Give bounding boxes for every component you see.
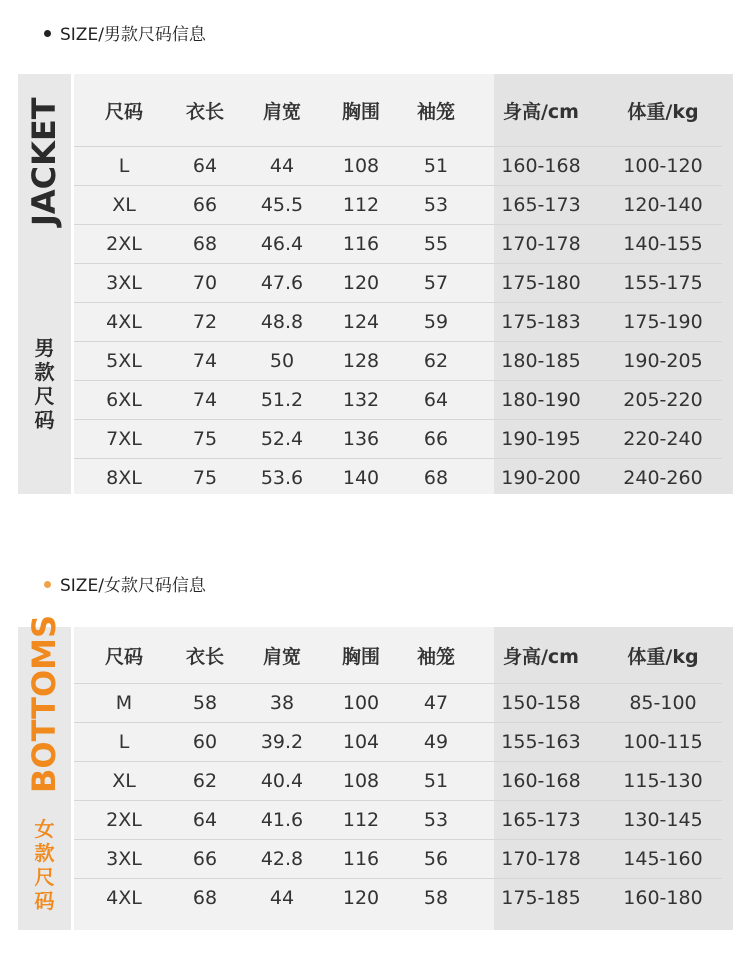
cell-weight: 120-140 <box>604 186 722 225</box>
side-label-cn: 女 款 尺 码 <box>34 817 55 913</box>
cell-length: 75 <box>174 420 236 459</box>
cell-shoulder: 52.4 <box>236 420 328 459</box>
cell-weight: 240-260 <box>623 467 703 489</box>
cell-shoulder: 48.8 <box>236 303 328 342</box>
cell-size: L <box>74 723 174 762</box>
cell-armhole: 59 <box>394 303 478 342</box>
side-label-cn: 男 款 尺 码 <box>34 336 55 432</box>
cell-size: 6XL <box>74 381 174 420</box>
cell-size: 3XL <box>74 264 174 303</box>
cell-shoulder: 44 <box>269 887 295 909</box>
cell-chest: 116 <box>328 840 394 879</box>
cell-chest: 112 <box>328 801 394 840</box>
cell-height: 180-185 <box>478 342 604 381</box>
women-size-table-block <box>18 614 733 930</box>
header-armhole: 袖笼 <box>394 74 478 147</box>
cell-weight: 160-180 <box>623 887 703 909</box>
cell-length: 72 <box>174 303 236 342</box>
table-row <box>74 684 722 723</box>
cell-shoulder: 50 <box>236 342 328 381</box>
cell-height: 175-180 <box>478 264 604 303</box>
women-section-title: SIZE/女款尺码信息 <box>44 573 206 599</box>
cell-armhole: 57 <box>394 264 478 303</box>
cell-armhole: 64 <box>394 381 478 420</box>
cell-size: M <box>74 684 174 723</box>
side-label-en: JACKET <box>25 97 63 226</box>
cell-weight: 220-240 <box>604 420 722 459</box>
table-row <box>74 186 722 225</box>
table-row <box>74 225 722 264</box>
table-row <box>74 381 722 420</box>
cell-length: 74 <box>174 342 236 381</box>
cell-length: 66 <box>174 840 236 879</box>
cell-chest: 124 <box>328 303 394 342</box>
cell-armhole: 62 <box>394 342 478 381</box>
cell-length: 70 <box>174 264 236 303</box>
table-row <box>74 303 722 342</box>
cell-length: 58 <box>174 684 236 723</box>
cell-shoulder: 41.6 <box>236 801 328 840</box>
cell-length: 60 <box>174 723 236 762</box>
cell-length: 62 <box>174 762 236 801</box>
cell-chest: 112 <box>328 186 394 225</box>
cell-weight: 140-155 <box>604 225 722 264</box>
header-length: 衣长 <box>174 627 236 684</box>
cell-shoulder: 46.4 <box>236 225 328 264</box>
cell-height: 170-178 <box>478 225 604 264</box>
header-size: 尺码 <box>74 74 174 147</box>
cell-size: XL <box>74 762 174 801</box>
cell-armhole: 55 <box>394 225 478 264</box>
cell-height: 170-178 <box>478 840 604 879</box>
cell-weight: 145-160 <box>604 840 722 879</box>
cell-height: 190-200 <box>501 467 581 489</box>
header-shoulder: 肩宽 <box>236 74 328 147</box>
cell-armhole: 68 <box>423 467 449 489</box>
cell-weight: 155-175 <box>604 264 722 303</box>
cell-length: 68 <box>192 887 218 909</box>
cell-length: 74 <box>174 381 236 420</box>
table-row <box>74 879 722 918</box>
men-size-table-block <box>18 74 733 494</box>
cell-chest: 140 <box>342 467 380 489</box>
cell-size: 2XL <box>74 225 174 264</box>
cell-height: 155-163 <box>478 723 604 762</box>
cell-weight: 100-120 <box>604 147 722 186</box>
cell-height: 160-168 <box>478 762 604 801</box>
cell-chest: 128 <box>328 342 394 381</box>
cell-weight: 175-190 <box>604 303 722 342</box>
cell-shoulder: 38 <box>236 684 328 723</box>
cell-shoulder: 45.5 <box>236 186 328 225</box>
cell-armhole: 53 <box>394 186 478 225</box>
header-armhole: 袖笼 <box>394 627 478 684</box>
women-size-table <box>74 627 722 917</box>
cell-size: XL <box>74 186 174 225</box>
women-table-body <box>74 684 722 918</box>
cell-shoulder: 53.6 <box>260 467 304 489</box>
bullet-dot-icon <box>44 581 51 588</box>
cell-height: 165-173 <box>478 801 604 840</box>
header-height: 身高/cm <box>478 74 604 147</box>
cell-shoulder: 44 <box>236 147 328 186</box>
bullet-dot-icon <box>44 30 51 37</box>
cell-length: 64 <box>174 147 236 186</box>
header-chest: 胸围 <box>328 627 394 684</box>
cell-height: 165-173 <box>478 186 604 225</box>
cell-armhole: 51 <box>394 762 478 801</box>
cell-length: 66 <box>174 186 236 225</box>
cell-length: 75 <box>192 467 218 489</box>
cell-height: 150-158 <box>478 684 604 723</box>
cell-height: 190-195 <box>478 420 604 459</box>
men-size-table <box>74 74 722 497</box>
cell-shoulder: 42.8 <box>236 840 328 879</box>
cell-chest: 108 <box>328 762 394 801</box>
table-header-row <box>74 627 722 684</box>
table-row <box>74 147 722 186</box>
cell-chest: 100 <box>328 684 394 723</box>
cell-height: 160-168 <box>478 147 604 186</box>
header-weight: 体重/kg <box>604 74 722 147</box>
cell-weight: 115-130 <box>604 762 722 801</box>
cell-height: 175-183 <box>478 303 604 342</box>
cell-shoulder: 47.6 <box>236 264 328 303</box>
cell-armhole: 49 <box>394 723 478 762</box>
cell-armhole: 47 <box>394 684 478 723</box>
cell-weight: 190-205 <box>604 342 722 381</box>
side-label-en: BOTTOMS <box>25 614 63 793</box>
header-chest: 胸围 <box>328 74 394 147</box>
table-row <box>74 264 722 303</box>
cell-chest: 136 <box>328 420 394 459</box>
cell-shoulder: 39.2 <box>236 723 328 762</box>
cell-size: 2XL <box>74 801 174 840</box>
cell-size: 7XL <box>74 420 174 459</box>
cell-chest: 116 <box>328 225 394 264</box>
cell-chest: 132 <box>328 381 394 420</box>
men-table-body <box>74 147 722 498</box>
cell-armhole: 58 <box>423 887 449 909</box>
cell-armhole: 56 <box>394 840 478 879</box>
cell-size: 3XL <box>74 840 174 879</box>
men-section-title: SIZE/男款尺码信息 <box>44 22 206 48</box>
header-length: 衣长 <box>174 74 236 147</box>
table-row <box>74 342 722 381</box>
cell-height: 175-185 <box>501 887 581 909</box>
cell-chest: 104 <box>328 723 394 762</box>
cell-weight: 205-220 <box>604 381 722 420</box>
table-header-row <box>74 74 722 147</box>
cell-height: 180-190 <box>478 381 604 420</box>
table-row <box>74 801 722 840</box>
header-height: 身高/cm <box>478 627 604 684</box>
table-row <box>74 723 722 762</box>
cell-shoulder: 40.4 <box>236 762 328 801</box>
cell-size: 8XL <box>106 467 142 489</box>
cell-chest: 120 <box>342 887 380 909</box>
cell-weight: 100-115 <box>604 723 722 762</box>
cell-length: 68 <box>174 225 236 264</box>
cell-size: L <box>74 147 174 186</box>
table-row <box>74 762 722 801</box>
header-shoulder: 肩宽 <box>236 627 328 684</box>
table-row <box>74 420 722 459</box>
cell-size: 4XL <box>106 887 142 909</box>
cell-chest: 120 <box>328 264 394 303</box>
cell-size: 5XL <box>74 342 174 381</box>
header-size: 尺码 <box>74 627 174 684</box>
cell-weight: 130-145 <box>604 801 722 840</box>
cell-length: 64 <box>174 801 236 840</box>
cell-armhole: 66 <box>394 420 478 459</box>
table-row <box>74 459 722 498</box>
cell-chest: 108 <box>328 147 394 186</box>
cell-armhole: 51 <box>394 147 478 186</box>
cell-weight: 85-100 <box>604 684 722 723</box>
cell-size: 4XL <box>74 303 174 342</box>
cell-armhole: 53 <box>394 801 478 840</box>
table-row <box>74 840 722 879</box>
cell-shoulder: 51.2 <box>236 381 328 420</box>
header-weight: 体重/kg <box>604 627 722 684</box>
